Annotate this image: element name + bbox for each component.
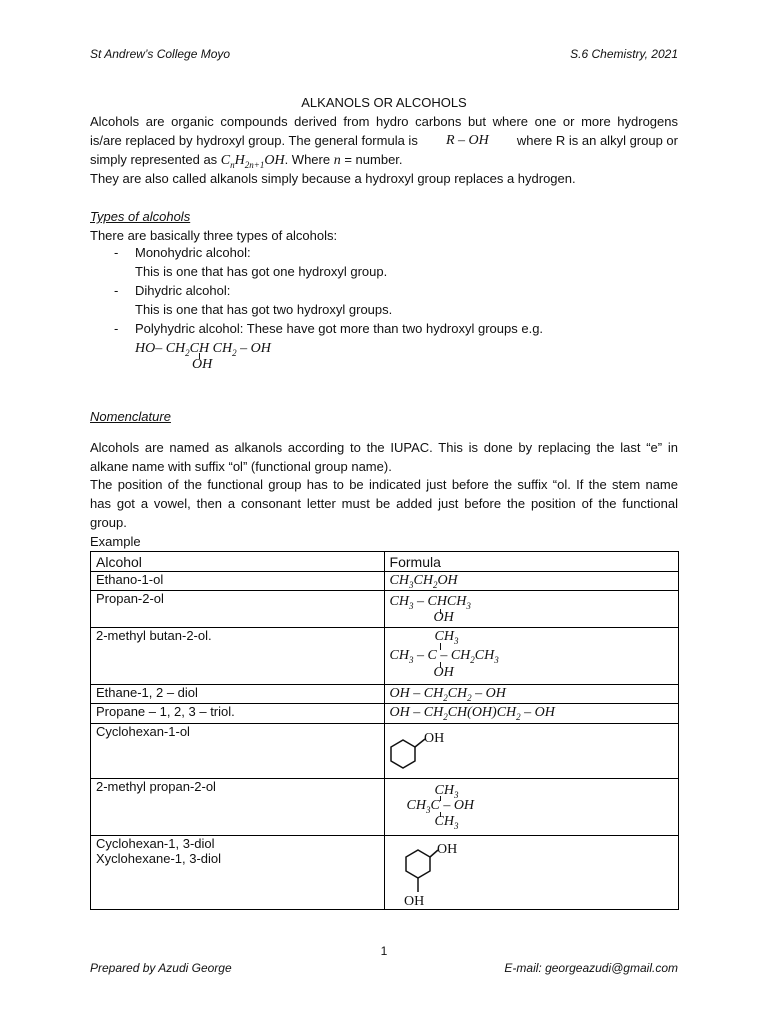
bullet-dash: -: [114, 321, 119, 336]
table-row: [91, 628, 679, 685]
header-school: St Andrew’s College Moyo: [90, 47, 231, 61]
table-row: [91, 724, 679, 779]
alcohol-name-alt: Xyclohexane-1, 3-diol: [96, 851, 222, 866]
propan-2-ol-formula: $CH_3$ – $CHCH_3$: [389, 594, 471, 611]
table-row: [91, 591, 679, 628]
general-formula: R – OH: [445, 133, 489, 148]
intro-line-4: They are also called alkanols simply because a hydroxyl group replaces a hydrogen.: [90, 171, 576, 186]
intro-text: = number.: [344, 152, 403, 167]
formula-cell: [384, 836, 678, 910]
formula-cell: [384, 724, 678, 779]
methylbutanol-formula: $CH_3$ – C – $CH_2CH_3$: [389, 648, 499, 665]
col-formula: Formula: [384, 552, 678, 572]
nomenclature-p1-l1: Alcohols are named as alkanols according to the IUPAC. This is done by replacing the last “e” in: [90, 440, 678, 455]
alcohol-name: Cyclohexan-1-ol: [91, 724, 385, 779]
table-row: [91, 685, 679, 704]
methylbutanol-oh: OH: [433, 665, 454, 680]
cyclohexanediol-oh-bottom: OH: [403, 894, 424, 908]
glycerol-formula: HO– $CH_2CH$ $CH_2$ – OH: [135, 341, 271, 358]
formula-cell: [384, 685, 678, 704]
page-title: ALKANOLS OR ALCOHOLS: [301, 95, 467, 110]
intro-text: is/are replaced by hydroxyl group. The general formula is: [90, 133, 418, 148]
formula-cell: [384, 591, 678, 628]
alcohol-name: Cyclohexan-1, 3-diol: [96, 836, 215, 851]
col-alcohol: Alcohol: [91, 552, 385, 572]
formula-cell: [384, 704, 678, 724]
footer-email: E-mail: georgeazudi@gmail.com: [504, 961, 678, 975]
table-header-row: [91, 552, 679, 572]
alcohol-name: Propane – 1, 2, 3 – triol.: [91, 704, 385, 724]
methylpropanol-formula: $CH_3C$ – OH: [406, 798, 475, 815]
formula-cell: [384, 628, 678, 685]
formula-cell: [384, 572, 678, 591]
cyclohexanol-oh: OH: [423, 731, 444, 746]
intro-line-2: [90, 131, 678, 150]
formula-cell: [384, 779, 678, 836]
header-course: S.6 Chemistry, 2021: [570, 47, 678, 61]
type-dihydric: Dihydric alcohol:: [135, 283, 231, 298]
table-row: [91, 836, 679, 910]
type-dihydric-desc: This is one that has got two hydroxyl groups.: [135, 302, 393, 317]
types-heading: Types of alcohols: [90, 209, 191, 224]
nomenclature-heading: Nomenclature: [90, 409, 171, 424]
intro-text: simply represented as: [90, 152, 218, 167]
footer-author: Prepared by Azudi George: [90, 961, 232, 975]
nomenclature-p1-l2: alkane name with suffix “ol” (functional group name).: [90, 459, 392, 474]
intro-line-1: Alcohols are organic compounds derived from hydro carbons but where one or more hydrogens: [90, 114, 678, 129]
alcohol-name: Ethane-1, 2 – diol: [91, 685, 385, 704]
bullet-dash: -: [114, 245, 119, 260]
ethanediol-formula: OH – $CH_2CH_2$ – OH: [389, 686, 506, 703]
propan-2-ol-oh: OH: [433, 610, 454, 625]
example-label: Example: [90, 534, 141, 549]
type-monohydric: Monohydric alcohol:: [135, 245, 251, 260]
nomenclature-p2-l2: has got a vowel, then a consonant letter must be added just before the position of the functional: [90, 496, 678, 511]
table-row: [91, 779, 679, 836]
intro-text: where R is an alkyl group or: [516, 133, 678, 148]
nomenclature-p2-l1: The position of the functional group has to be indicated just before the suffix “ol. If the stem name: [90, 477, 678, 492]
alcohol-name: Ethano-1-ol: [91, 572, 385, 591]
alcohol-name: 2-methyl propan-2-ol: [91, 779, 385, 836]
alcohols-table: [90, 551, 679, 910]
methyl-group: $CH_3$: [434, 783, 459, 800]
bullet-dash: -: [114, 283, 119, 298]
cyclohexanediol-oh-top: OH: [436, 842, 457, 857]
methyl-group: $CH_3$: [434, 814, 459, 831]
general-formula-cn: $C_nH_{2n+1}OH$: [220, 153, 285, 170]
alcohol-name: Propan-2-ol: [91, 591, 385, 628]
methyl-group: $CH_3$: [434, 629, 459, 646]
table-row: [91, 572, 679, 591]
intro-text: . Where: [284, 152, 331, 167]
type-monohydric-desc: This is one that has got one hydroxyl group.: [135, 264, 388, 279]
nomenclature-p2-l3: group.: [90, 515, 127, 530]
ethanol-formula: $CH_3CH_2OH$: [389, 573, 458, 590]
cyclohexanediol-structure: [388, 838, 478, 908]
glycerol-oh: OH: [192, 357, 213, 372]
table-row: [91, 704, 679, 724]
page-number: 1: [380, 944, 388, 958]
types-intro: There are basically three types of alcohols:: [90, 228, 338, 243]
type-polyhydric: Polyhydric alcohol: These have got more than two hydroxyl groups e.g.: [135, 321, 544, 336]
variable-n: n: [333, 153, 341, 168]
alcohol-name: 2-methyl butan-2-ol.: [91, 628, 385, 685]
cyclohexanol-structure: [388, 728, 458, 774]
alcohol-name-cell: [91, 836, 385, 910]
propanetriol-formula: OH – $CH_2CH(OH)CH_2$ – OH: [389, 705, 555, 722]
